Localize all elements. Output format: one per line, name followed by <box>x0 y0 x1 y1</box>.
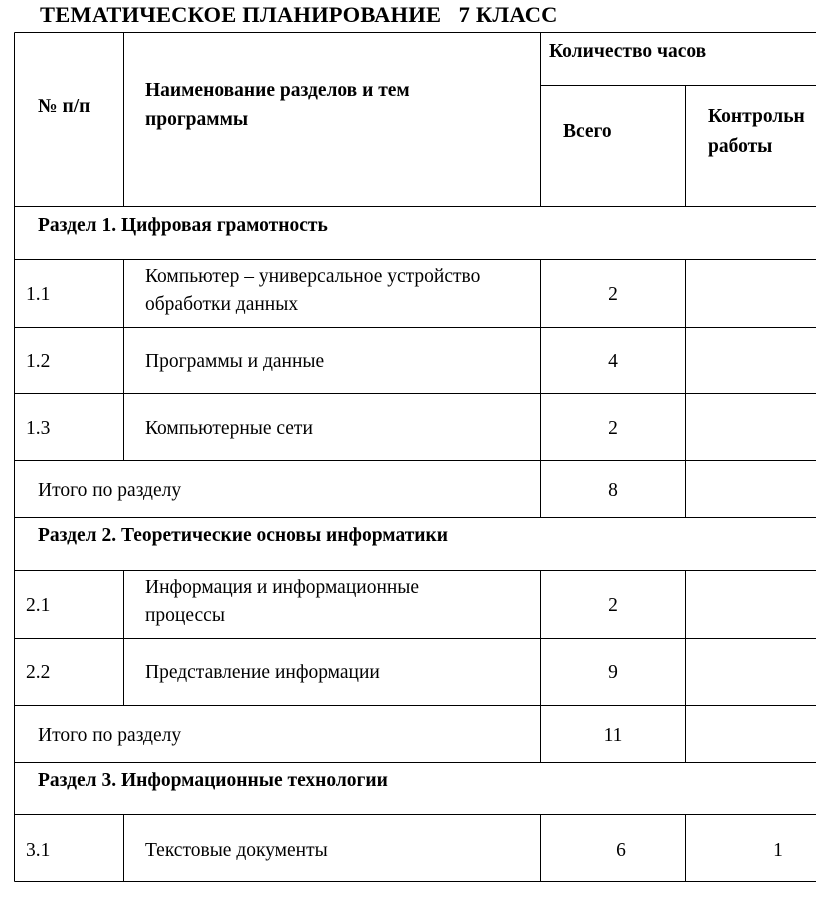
row-name: Представление информации <box>145 662 380 683</box>
header-control-line2: работы <box>708 136 773 157</box>
row-name-line2: процессы <box>145 605 225 626</box>
row-num: 2.1 <box>26 595 51 616</box>
row-total: 4 <box>608 351 618 372</box>
row-num: 1.1 <box>26 284 51 305</box>
subtotal-value: 8 <box>608 480 618 501</box>
row-name: Текстовые документы <box>145 840 328 861</box>
subtotal-label: Итого по разделу <box>38 725 182 746</box>
header-name-line1: Наименование разделов и тем <box>145 80 410 101</box>
row-total: 6 <box>616 840 626 861</box>
section-title: Раздел 2. Теоретические основы информатики <box>38 525 448 546</box>
row-control: 1 <box>773 840 783 861</box>
row-num: 3.1 <box>26 840 51 861</box>
row-num: 1.3 <box>26 418 51 439</box>
header-hours: Количество часов <box>549 41 707 62</box>
header-num: № п/п <box>38 96 91 117</box>
row-name-line1: Компьютер – универсальное устройство <box>145 266 481 287</box>
row-total: 2 <box>608 418 618 439</box>
row-total: 2 <box>608 595 618 616</box>
row-num: 1.2 <box>26 351 51 372</box>
section-title: Раздел 1. Цифровая грамотность <box>38 215 328 236</box>
row-name: Программы и данные <box>145 351 325 372</box>
row-total: 2 <box>608 284 618 305</box>
row-name-line1: Информация и информационные <box>145 577 420 598</box>
row-name-line2: обработки данных <box>145 294 299 315</box>
header-control-line1: Контрольн <box>708 106 805 127</box>
row-num: 2.2 <box>26 662 51 683</box>
header-name-line2: программы <box>145 109 249 130</box>
section-title: Раздел 3. Информационные технологии <box>38 770 388 791</box>
row-total: 9 <box>608 662 618 683</box>
row-name: Компьютерные сети <box>145 418 313 439</box>
subtotal-label: Итого по разделу <box>38 480 182 501</box>
document-title: ТЕМАТИЧЕСКОЕ ПЛАНИРОВАНИЕ 7 КЛАСС <box>40 2 558 27</box>
header-total: Всего <box>563 121 612 142</box>
subtotal-value: 11 <box>603 725 623 746</box>
